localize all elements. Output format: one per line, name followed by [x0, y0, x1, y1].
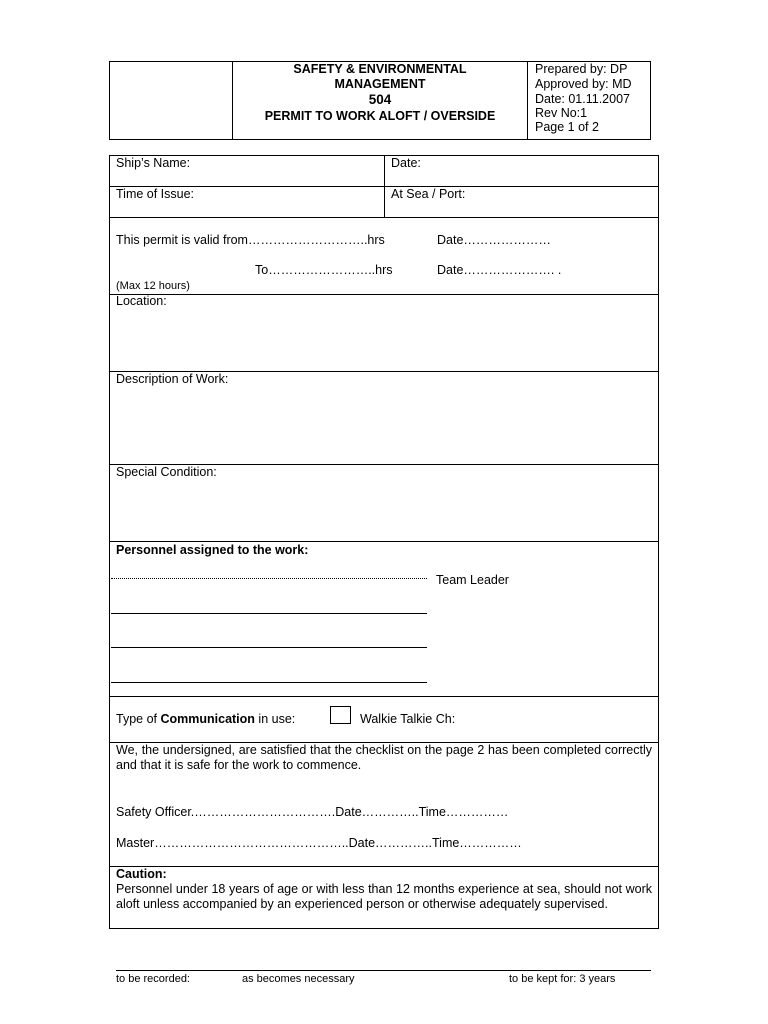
row-divider — [109, 541, 659, 542]
communication-suffix: in use: — [254, 712, 296, 726]
time-of-issue-label: Time of Issue: — [116, 187, 195, 201]
description-label: Description of Work: — [116, 372, 229, 386]
doc-date: Date: 01.11.2007 — [535, 92, 630, 106]
caution-heading: Caution: — [116, 867, 167, 881]
footer-recorded-label: to be recorded: — [116, 973, 190, 985]
header-number: 504 — [368, 92, 392, 107]
declaration-text: We, the undersigned, are satisfied that the checklist on the page 2 has been completed correctly and that it is safe for the work to commence. — [116, 743, 652, 772]
personnel-line-3[interactable] — [111, 647, 427, 648]
header-divider-right — [527, 61, 528, 140]
header-title-line2: MANAGEMENT — [334, 77, 426, 91]
approved-by: Approved by: MD — [535, 77, 632, 91]
rev-no: Rev No:1 — [535, 106, 588, 120]
row-divider — [109, 217, 659, 218]
ships-name-label: Ship’s Name: — [116, 156, 191, 170]
valid-from-date: Date………………… — [437, 233, 551, 247]
team-leader-label: Team Leader — [436, 573, 509, 587]
personnel-line-1[interactable] — [111, 578, 427, 579]
valid-from: This permit is valid from………………………..hrs — [116, 233, 385, 247]
safety-officer-line: Safety Officer.…………………………….Date…………..Time…………… — [116, 805, 509, 819]
walkie-talkie-checkbox[interactable] — [330, 706, 351, 724]
personnel-line-4[interactable] — [111, 682, 427, 683]
personnel-line-2[interactable] — [111, 613, 427, 614]
prepared-by: Prepared by: DP — [535, 62, 628, 76]
footer-rule — [116, 970, 651, 971]
valid-to-date: Date…………………. . — [437, 263, 562, 277]
row-divider — [109, 696, 659, 697]
special-condition-label: Special Condition: — [116, 465, 217, 479]
walkie-talkie-label: Walkie Talkie Ch: — [360, 712, 456, 726]
location-label: Location: — [116, 294, 167, 308]
page-number: Page 1 of 2 — [535, 120, 599, 134]
master-line: Master………………………………………..Date…………..Time…………… — [116, 836, 522, 850]
caution-text: Personnel under 18 years of age or with less than 12 months experience at sea, should not work aloft unless accompanied by an experienced person or otherwise adequately supervised. — [116, 882, 652, 911]
communication-label — [116, 712, 295, 726]
personnel-heading: Personnel assigned to the work: — [116, 543, 309, 557]
footer-retention: to be kept for: 3 years — [509, 973, 616, 985]
header-title-line1: SAFETY & ENVIRONMENTAL — [293, 62, 467, 76]
communication-bold: Communication — [160, 712, 255, 726]
date-label: Date: — [391, 156, 421, 170]
column-divider — [384, 155, 385, 217]
communication-prefix: Type of — [116, 712, 161, 726]
header-subtitle: PERMIT TO WORK ALOFT / OVERSIDE — [264, 109, 496, 123]
row-divider — [109, 866, 659, 867]
footer-recorded-value: as becomes necessary — [242, 973, 355, 985]
max-hours-note: (Max 12 hours) — [116, 280, 190, 292]
at-sea-port-label: At Sea / Port: — [391, 187, 466, 201]
row-divider — [109, 294, 659, 295]
valid-to: To……………………..hrs — [255, 263, 393, 277]
